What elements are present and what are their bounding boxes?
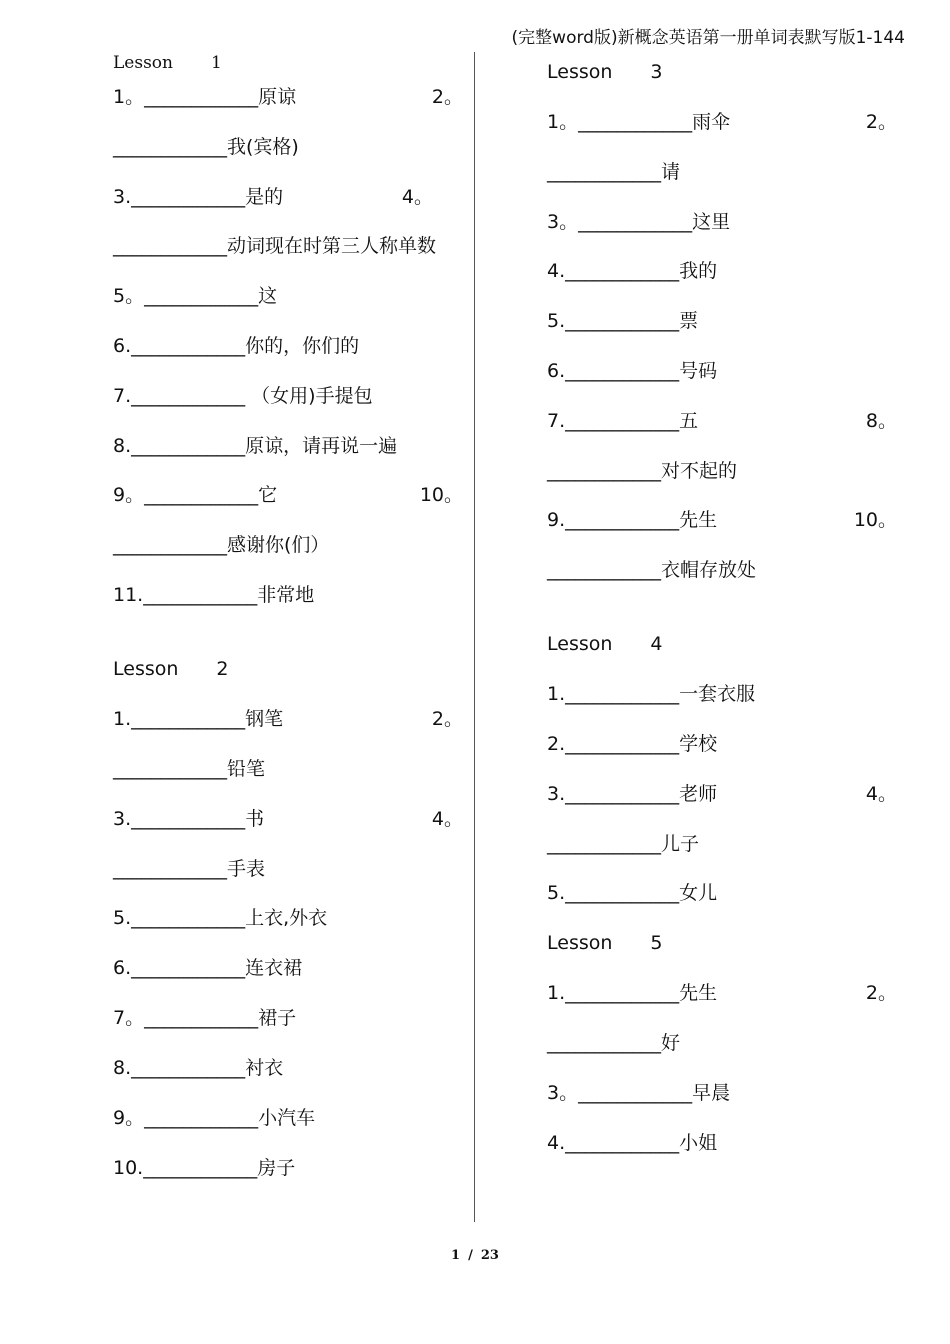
lesson-number: 5	[650, 932, 663, 954]
vocab-line	[547, 1031, 897, 1055]
vocab-item: 4.____________我的	[547, 260, 718, 282]
vocab-item-number: 4。	[865, 783, 897, 805]
vocab-line	[547, 1131, 897, 1155]
vocab-line	[547, 1081, 897, 1105]
vocab-line	[547, 459, 897, 483]
vocab-item: ____________请	[547, 161, 681, 183]
vocab-item: ____________衣帽存放处	[547, 559, 757, 581]
vocab-item: 1.____________钢笔	[113, 708, 284, 730]
vocab-line	[113, 135, 463, 159]
lesson-label: Lesson	[547, 932, 613, 954]
vocab-item-number: 4。	[401, 186, 433, 208]
vocab-item: 5。____________这	[113, 285, 278, 307]
vocab-item: 1.____________一套衣服	[547, 683, 756, 705]
vocab-line	[113, 1156, 463, 1180]
vocab-line	[113, 85, 463, 109]
document-title: (完整word版)新概念英语第一册单词表默写版1-144	[511, 28, 905, 48]
vocab-item: ____________铅笔	[113, 758, 266, 780]
vocab-item-number: 10。	[853, 509, 897, 531]
vocab-item: ____________动词现在时第三人称单数	[113, 235, 437, 257]
vocab-line	[113, 185, 463, 209]
vocab-line	[113, 483, 463, 507]
vocab-line	[113, 234, 463, 258]
lesson-number: 4	[650, 633, 663, 655]
lesson-5-heading	[547, 931, 897, 955]
vocab-line	[113, 1106, 463, 1130]
vocab-item-number: 2。	[865, 111, 897, 133]
vocab-line	[113, 707, 463, 731]
vocab-line	[547, 359, 897, 383]
vocab-item: 7.____________ （女用)手提包	[113, 385, 373, 407]
vocab-item: 4.____________小姐	[547, 1132, 718, 1154]
vocab-item-number: 8。	[865, 410, 897, 432]
lesson-4-heading	[547, 632, 897, 656]
vocab-item: 9。____________小汽车	[113, 1107, 316, 1129]
vocab-line	[113, 384, 463, 408]
vocab-line	[113, 533, 463, 557]
vocab-line	[547, 981, 897, 1005]
vocab-item: 3.____________是的	[113, 186, 284, 208]
vocab-item: 8.____________衬衣	[113, 1057, 284, 1079]
vocab-line	[113, 1056, 463, 1080]
vocab-line	[547, 210, 897, 234]
vocab-item: 10.____________房子	[113, 1157, 296, 1179]
page-separator: /	[468, 1248, 473, 1263]
vocab-line	[547, 732, 897, 756]
vocab-line	[113, 583, 463, 607]
vocab-line	[547, 508, 897, 532]
lesson-2-heading	[113, 657, 463, 681]
vocab-line	[547, 832, 897, 856]
vocab-item-number: 2。	[431, 86, 463, 108]
vocab-item-number: 10。	[419, 484, 463, 506]
vocab-line	[547, 259, 897, 283]
vocab-item: 11.____________非常地	[113, 584, 315, 606]
vocab-line	[113, 906, 463, 930]
vocab-line	[547, 558, 897, 582]
page-number	[0, 1248, 950, 1263]
vocab-line	[547, 309, 897, 333]
lesson-1-heading	[113, 51, 463, 75]
vocab-item: 9。____________它	[113, 484, 278, 506]
vocab-item: 6.____________你的，你们的	[113, 335, 360, 357]
vocab-item: 1。____________雨伞	[547, 111, 731, 133]
vocab-item: 3.____________老师	[547, 783, 718, 805]
lesson-number: 1	[210, 53, 222, 73]
vocab-line	[547, 110, 897, 134]
vocab-line	[113, 757, 463, 781]
vocab-line	[547, 160, 897, 184]
vocab-item: 8.____________原谅，请再说一遍	[113, 435, 398, 457]
page-current: 1	[451, 1248, 461, 1263]
vocab-line	[547, 881, 897, 905]
vocab-line	[113, 334, 463, 358]
column-divider	[474, 52, 475, 1222]
vocab-line	[113, 284, 463, 308]
vocab-item-number: 2。	[431, 708, 463, 730]
vocab-item: 2.____________学校	[547, 733, 718, 755]
vocab-line	[547, 409, 897, 433]
vocab-line	[547, 782, 897, 806]
page-total: 23	[480, 1248, 499, 1263]
vocab-line	[547, 682, 897, 706]
vocab-item-number: 2。	[865, 982, 897, 1004]
lesson-number: 2	[216, 658, 229, 680]
vocab-item: 3.____________书	[113, 808, 265, 830]
vocab-item: ____________手表	[113, 858, 266, 880]
vocab-item: 6.____________连衣裙	[113, 957, 303, 979]
vocab-line	[113, 956, 463, 980]
vocab-line	[113, 807, 463, 831]
vocab-line	[113, 857, 463, 881]
vocab-item: 3。____________早晨	[547, 1082, 731, 1104]
vocab-item: 6.____________号码	[547, 360, 718, 382]
vocab-item: 1。____________原谅	[113, 86, 297, 108]
lesson-label: Lesson	[113, 658, 179, 680]
vocab-item: 7。____________裙子	[113, 1007, 297, 1029]
vocab-item: ____________对不起的	[547, 460, 738, 482]
lesson-label: Lesson	[547, 61, 613, 83]
vocab-item: 1.____________先生	[547, 982, 718, 1004]
vocab-item: 3。____________这里	[547, 211, 731, 233]
vocab-item: 7.____________五	[547, 410, 699, 432]
vocab-item: 5.____________上衣,外衣	[113, 907, 328, 929]
vocab-item: 5.____________女儿	[547, 882, 718, 904]
vocab-item: ____________我(宾格)	[113, 136, 299, 158]
lesson-label: Lesson	[113, 53, 173, 73]
lesson-label: Lesson	[547, 633, 613, 655]
vocab-item: 5.____________票	[547, 310, 699, 332]
vocab-line	[113, 1006, 463, 1030]
vocab-item: ____________儿子	[547, 833, 700, 855]
vocab-item: ____________好	[547, 1032, 681, 1054]
lesson-number: 3	[650, 61, 663, 83]
vocab-item: ____________感谢你(们）	[113, 534, 330, 556]
vocab-item-number: 4。	[431, 808, 463, 830]
lesson-3-heading	[547, 60, 897, 84]
vocab-line	[113, 434, 463, 458]
vocab-item: 9.____________先生	[547, 509, 718, 531]
